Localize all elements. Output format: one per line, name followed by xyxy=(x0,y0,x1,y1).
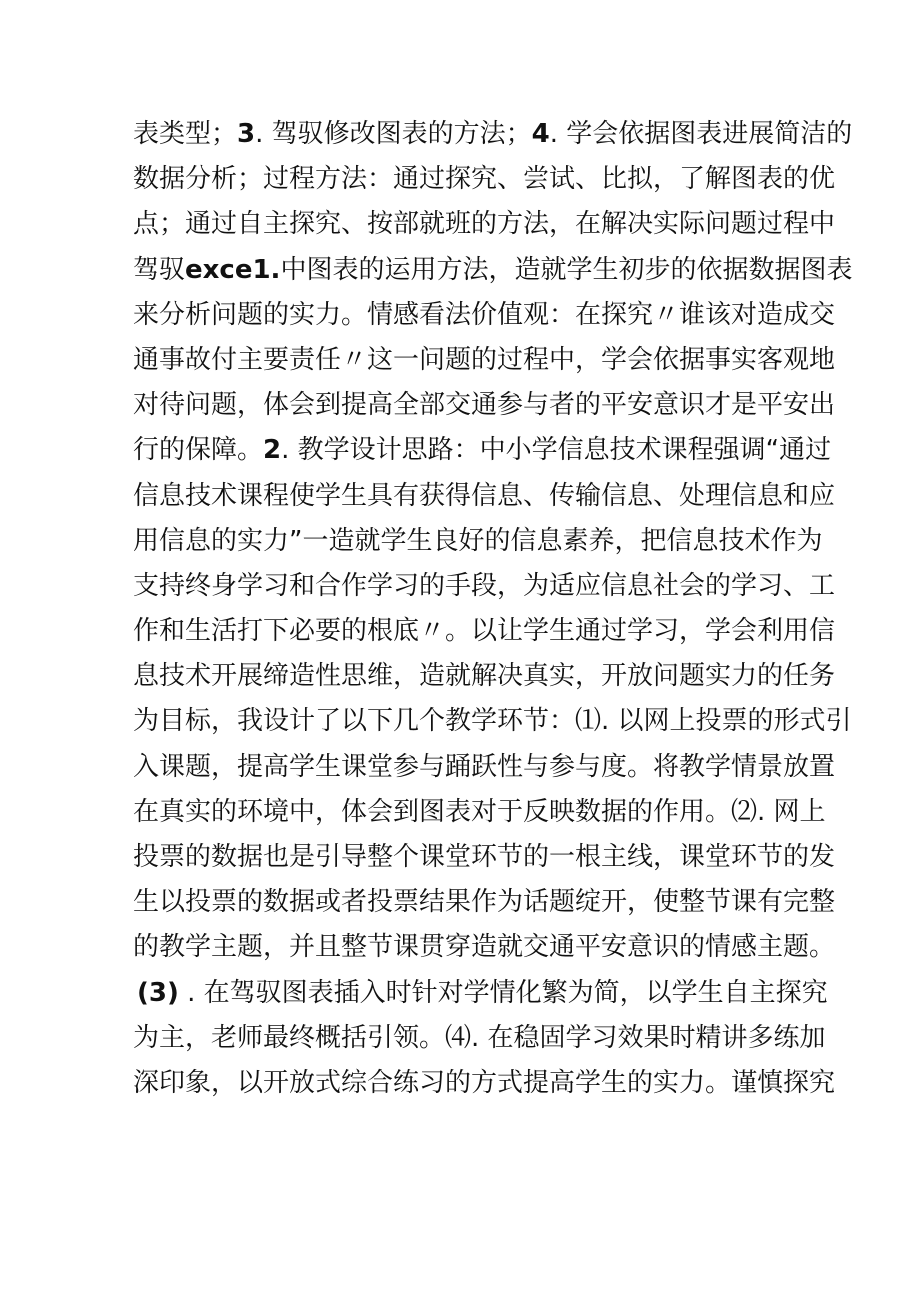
text-segment: 表类型； xyxy=(133,119,238,149)
text-segment: 对待问题，体会到提高全部交通参与者的平安意识才是平安出 xyxy=(133,390,836,421)
text-line xyxy=(133,157,836,202)
text-line xyxy=(133,609,836,654)
text-segment: 投票的数据也是引导整个课堂环节的一根主线，课堂环节的发 xyxy=(133,842,836,872)
text-segment: exce1. xyxy=(185,254,281,285)
text-segment: 通事故付主要责任〃这一问题的过程中，学会依据事实客观地 xyxy=(133,344,836,375)
text-segment: 生以投票的数据或者投票结果作为话题绽开，使整节课有完整 xyxy=(133,887,836,918)
text-segment: 支持终身学习和合作学习的手段，为适应信息社会的学习、工 xyxy=(133,570,836,601)
text-segment: (3) xyxy=(137,977,179,1008)
text-line xyxy=(133,654,836,699)
text-line xyxy=(133,925,836,970)
text-segment: 2 xyxy=(263,435,282,466)
text-segment: . 教学设计思路：中小学信息技术课程强调“通过 xyxy=(281,435,832,466)
text-line xyxy=(133,293,836,338)
text-segment: 4 xyxy=(531,119,550,149)
text-line xyxy=(133,971,828,1016)
text-line xyxy=(133,338,836,383)
text-segment: 为主，老师最终概括引领。⑷. 在稳固学习效果时精讲多练加 xyxy=(133,1022,826,1053)
text-line xyxy=(133,1061,836,1106)
text-line xyxy=(133,835,836,880)
text-segment: 为目标，我设计了以下几个教学环节：⑴. 以网上投票的形式引 xyxy=(133,706,852,737)
text-segment: 来分析问题的实力。情感看法价值观：在探究〃谁该对造成交 xyxy=(133,299,836,330)
text-segment: 中图表的运用方法，造就学生初步的依据数据图表 xyxy=(280,254,853,285)
text-line xyxy=(133,474,836,519)
text-segment: 行的保障。 xyxy=(133,435,264,466)
text-segment: . 在驾驭图表插入时针对学情化繁为简，以学生自主探究 xyxy=(178,977,828,1008)
text-line xyxy=(133,699,852,744)
text-segment: 3 xyxy=(237,119,256,149)
text-segment: 深印象，以开放式综合练习的方式提高学生的实力。谨慎探究 xyxy=(133,1067,836,1098)
text-line xyxy=(133,383,836,428)
text-line xyxy=(133,428,832,473)
text-line xyxy=(133,112,853,157)
text-segment: 数据分析；过程方法：通过探究、尝试、比拟，了解图表的优 xyxy=(133,164,836,195)
text-line xyxy=(133,880,836,925)
text-segment: 点；通过自主探究、按部就班的方法，在解决实际问题过程中 xyxy=(133,209,836,240)
text-line xyxy=(133,202,836,247)
text-segment: 入课题，提高学生课堂参与踊跃性与参与度。将教学情景放置 xyxy=(133,751,836,782)
text-segment: 作和生活打下必要的根底〃。以让学生通过学习，学会利用信 xyxy=(133,616,836,647)
text-line xyxy=(133,248,853,293)
text-segment: . 驾驭修改图表的方法； xyxy=(255,119,532,149)
text-segment: 用信息的实力”一造就学生良好的信息素养，把信息技术作为 xyxy=(133,525,823,556)
text-line xyxy=(133,745,836,790)
text-line xyxy=(133,790,826,835)
text-segment: 在真实的环境中，体会到图表对于反映数据的作用。⑵. 网上 xyxy=(133,796,826,827)
text-segment: 的教学主题，并且整节课贯穿造就交通平安意识的情感主题。 xyxy=(133,932,836,963)
body-paragraph xyxy=(133,112,853,1106)
text-segment: 驾驭 xyxy=(133,254,186,285)
text-line xyxy=(133,1016,826,1061)
text-line xyxy=(133,519,823,564)
text-line xyxy=(133,564,836,609)
text-segment: . 学会依据图表进展简洁的 xyxy=(549,119,853,149)
text-segment: 信息技术课程使学生具有获得信息、传输信息、处理信息和应 xyxy=(133,480,836,511)
text-segment: 息技术开展缔造性思维，造就解决真实，开放问题实力的任务 xyxy=(133,661,836,692)
